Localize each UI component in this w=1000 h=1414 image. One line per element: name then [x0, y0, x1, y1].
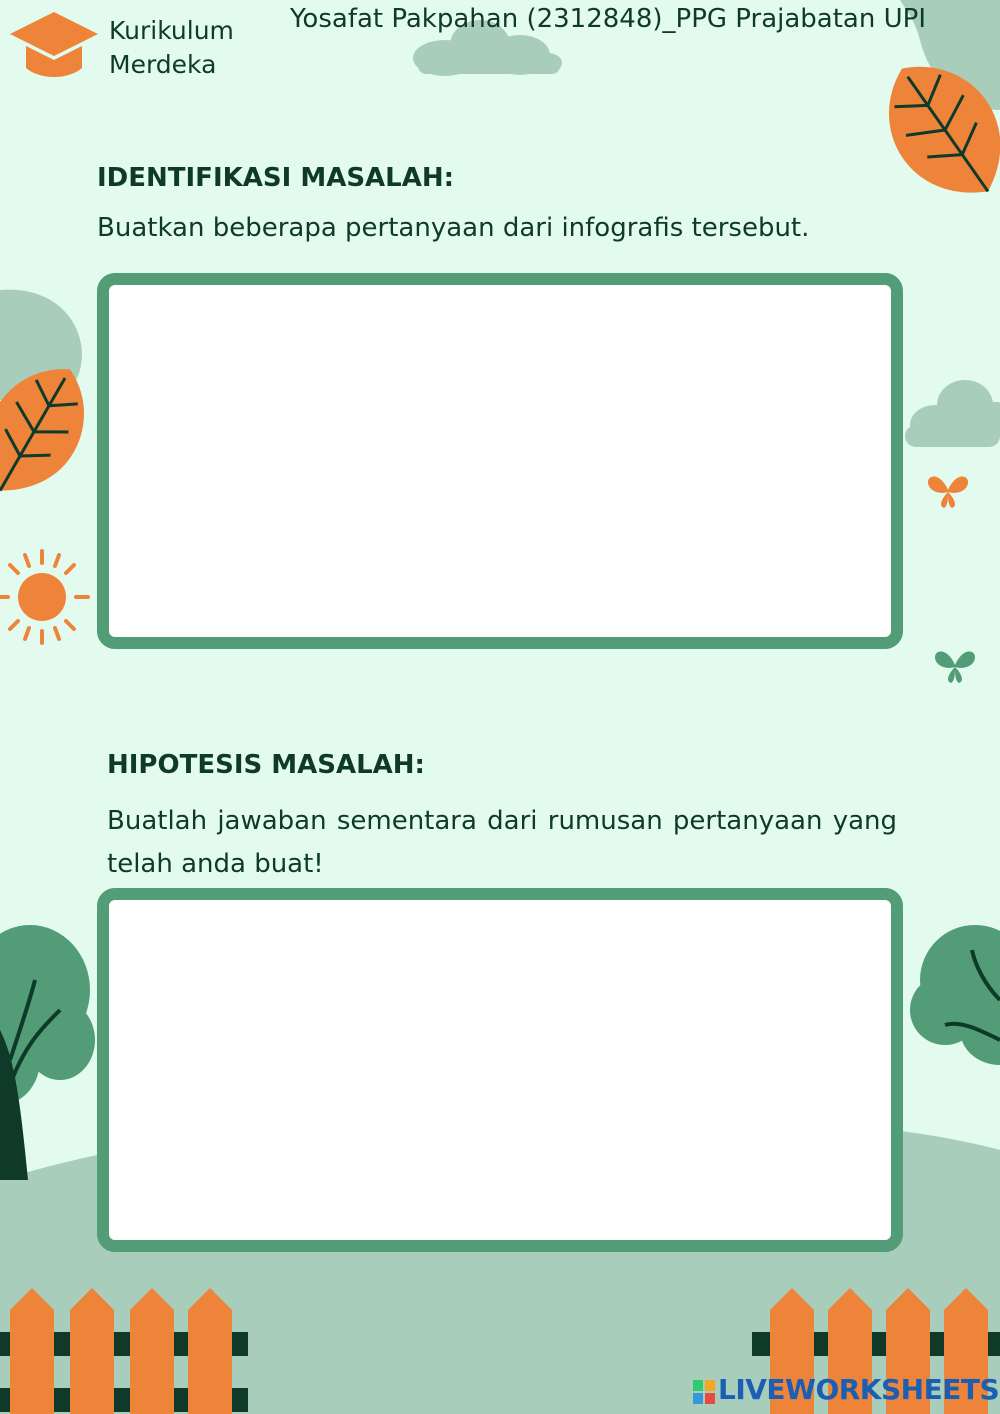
graduation-cap-icon [10, 12, 98, 77]
section-hipotesis-heading: HIPOTESIS MASALAH: [107, 750, 425, 780]
identifikasi-answer-field[interactable] [97, 273, 903, 649]
liveworksheets-logo-icon [693, 1380, 715, 1404]
section-identifikasi-heading: IDENTIFIKASI MASALAH: [97, 163, 455, 193]
logo-line-2: Merdeka [109, 50, 217, 79]
butterfly-orange-icon [928, 477, 968, 508]
sun-icon [0, 551, 88, 643]
liveworksheets-brand[interactable]: LIVEWORKSHEETS [718, 1373, 1000, 1406]
section-hipotesis-instruction: Buatlah jawaban sementara dari rumusan pertanyaan yang telah anda buat! [107, 806, 897, 879]
section-identifikasi-instruction: Buatkan beberapa pertanyaan dari infografis tersebut. [97, 213, 810, 243]
cloud-right [905, 380, 1000, 447]
tree-right [910, 925, 1000, 1065]
logo-line-1: Kurikulum [109, 16, 234, 45]
author-label: Yosafat Pakpahan (2312848)_PPG Prajabatan UPI [290, 4, 926, 34]
logo-wordmark [109, 14, 234, 82]
tree-left [0, 925, 95, 1180]
butterfly-green-icon [935, 652, 975, 683]
hipotesis-answer-field[interactable] [97, 888, 903, 1252]
